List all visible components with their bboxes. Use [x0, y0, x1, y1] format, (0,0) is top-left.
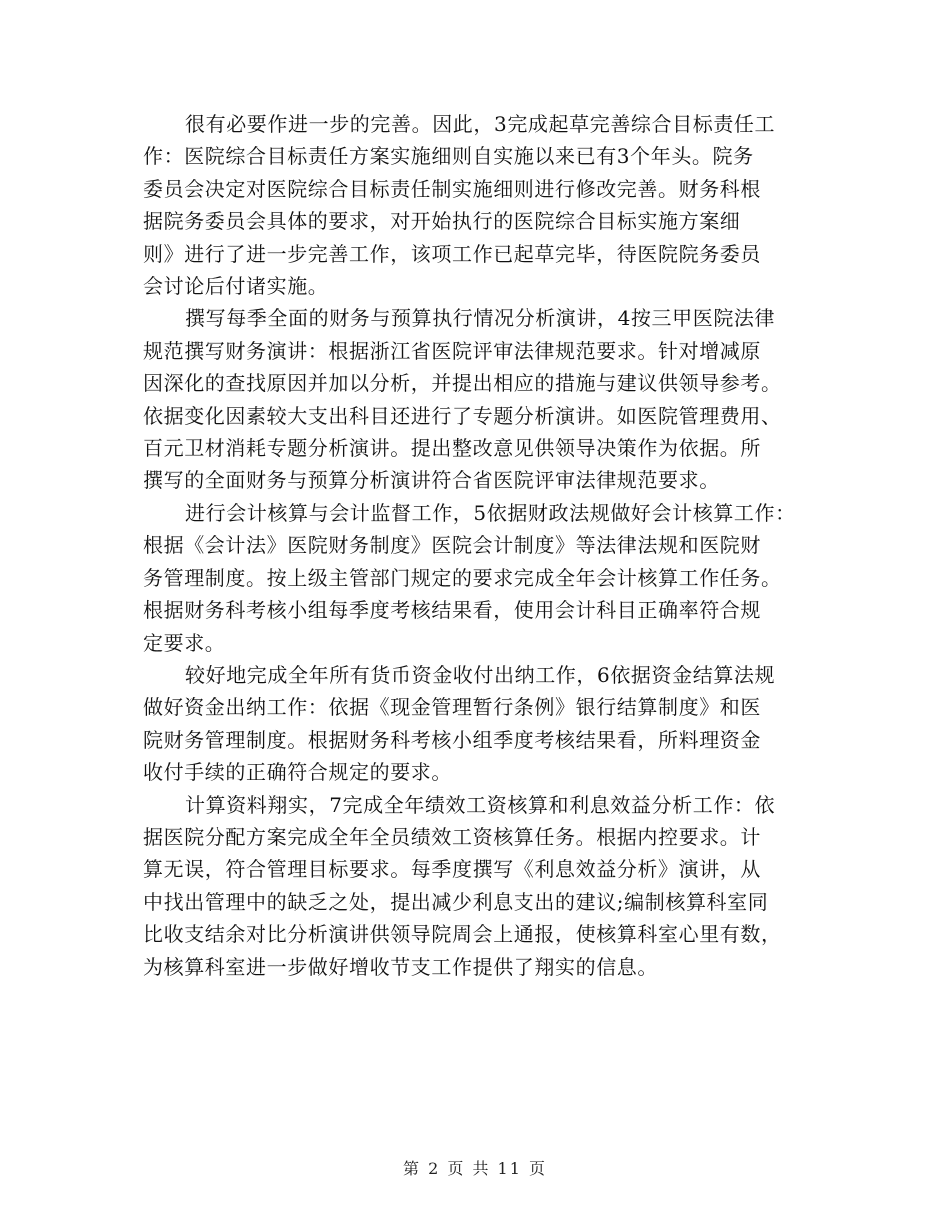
text-line: 做好资金出纳工作：依据《现金管理暂行条例》银行结算制度》和医: [143, 695, 761, 720]
paragraph-1: [143, 108, 815, 302]
paragraph-2: [143, 302, 815, 496]
text-line: 进行会计核算与会计监督工作，5依据财政法规做好会计核算工作：: [185, 500, 796, 525]
paragraph-4: [143, 659, 815, 789]
page-number-footer: 第 2 页 共 11 页: [403, 1159, 547, 1178]
text-line: 撰写每季全面的财务与预算执行情况分析演讲，4按三甲医院法律: [185, 306, 776, 331]
text-line: 据院务委员会具体的要求，对开始执行的医院综合目标实施方案细: [143, 209, 741, 234]
text-line: 则》进行了进一步完善工作，该项工作已起草完毕，待医院院务委员: [143, 241, 761, 266]
text-line: 委员会决定对医院综合目标责任制实施细则进行修改完善。财务科根: [143, 176, 761, 201]
text-line: 务管理制度。按上级主管部门规定的要求完成全年会计核算工作任务。: [143, 565, 782, 590]
text-line: 中找出管理中的缺乏之处，提出减少利息支出的建议;编制核算科室同: [143, 889, 769, 914]
text-line: 计算资料翔实，7完成全年绩效工资核算和利息效益分析工作：依: [185, 792, 776, 817]
text-line: 依据变化因素较大支出科目还进行了专题分析演讲。如医院管理费用、: [143, 403, 782, 428]
paragraph-3: [143, 497, 815, 659]
text-line: 作：医院综合目标责任方案实施细则自实施以来已有3个年头。院务: [143, 144, 754, 169]
text-line: 撰写的全面财务与预算分析演讲符合省医院评审法律规范要求。: [143, 468, 720, 493]
text-line: 规范撰写财务演讲：根据浙江省医院评审法律规范要求。针对增减原: [143, 338, 761, 363]
text-line: 百元卫材消耗专题分析演讲。提出整改意见供领导决策作为依据。所: [143, 436, 761, 461]
text-line: 算无误，符合管理目标要求。每季度撰写《利息效益分析》演讲，从: [143, 857, 761, 882]
text-line: 较好地完成全年所有货币资金收付出纳工作，6依据资金结算法规: [185, 662, 776, 687]
text-line: 收付手续的正确符合规定的要求。: [143, 760, 452, 785]
text-line: 比收支结余对比分析演讲供领导院周会上通报，使核算科室心里有数，: [143, 922, 782, 947]
text-line: 会讨论后付诸实施。: [143, 274, 329, 299]
text-line: 为核算科室进一步做好增收节支工作提供了翔实的信息。: [143, 954, 658, 979]
text-line: 院财务管理制度。根据财务科考核小组季度考核结果看，所料理资金: [143, 727, 761, 752]
text-line: 很有必要作进一步的完善。因此，3完成起草完善综合目标责任工: [185, 112, 776, 136]
text-line: 根据《会计法》医院财务制度》医院会计制度》等法律法规和医院财: [143, 533, 761, 558]
text-line: 据医院分配方案完成全年全员绩效工资核算任务。根据内控要求。计: [143, 824, 761, 849]
document-body: [143, 108, 815, 983]
text-line: 定要求。: [143, 630, 226, 655]
text-line: 根据财务科考核小组每季度考核结果看，使用会计科目正确率符合规: [143, 598, 761, 623]
text-line: 因深化的查找原因并加以分析，并提出相应的措施与建议供领导参考。: [143, 371, 782, 396]
paragraph-5: [143, 789, 815, 983]
